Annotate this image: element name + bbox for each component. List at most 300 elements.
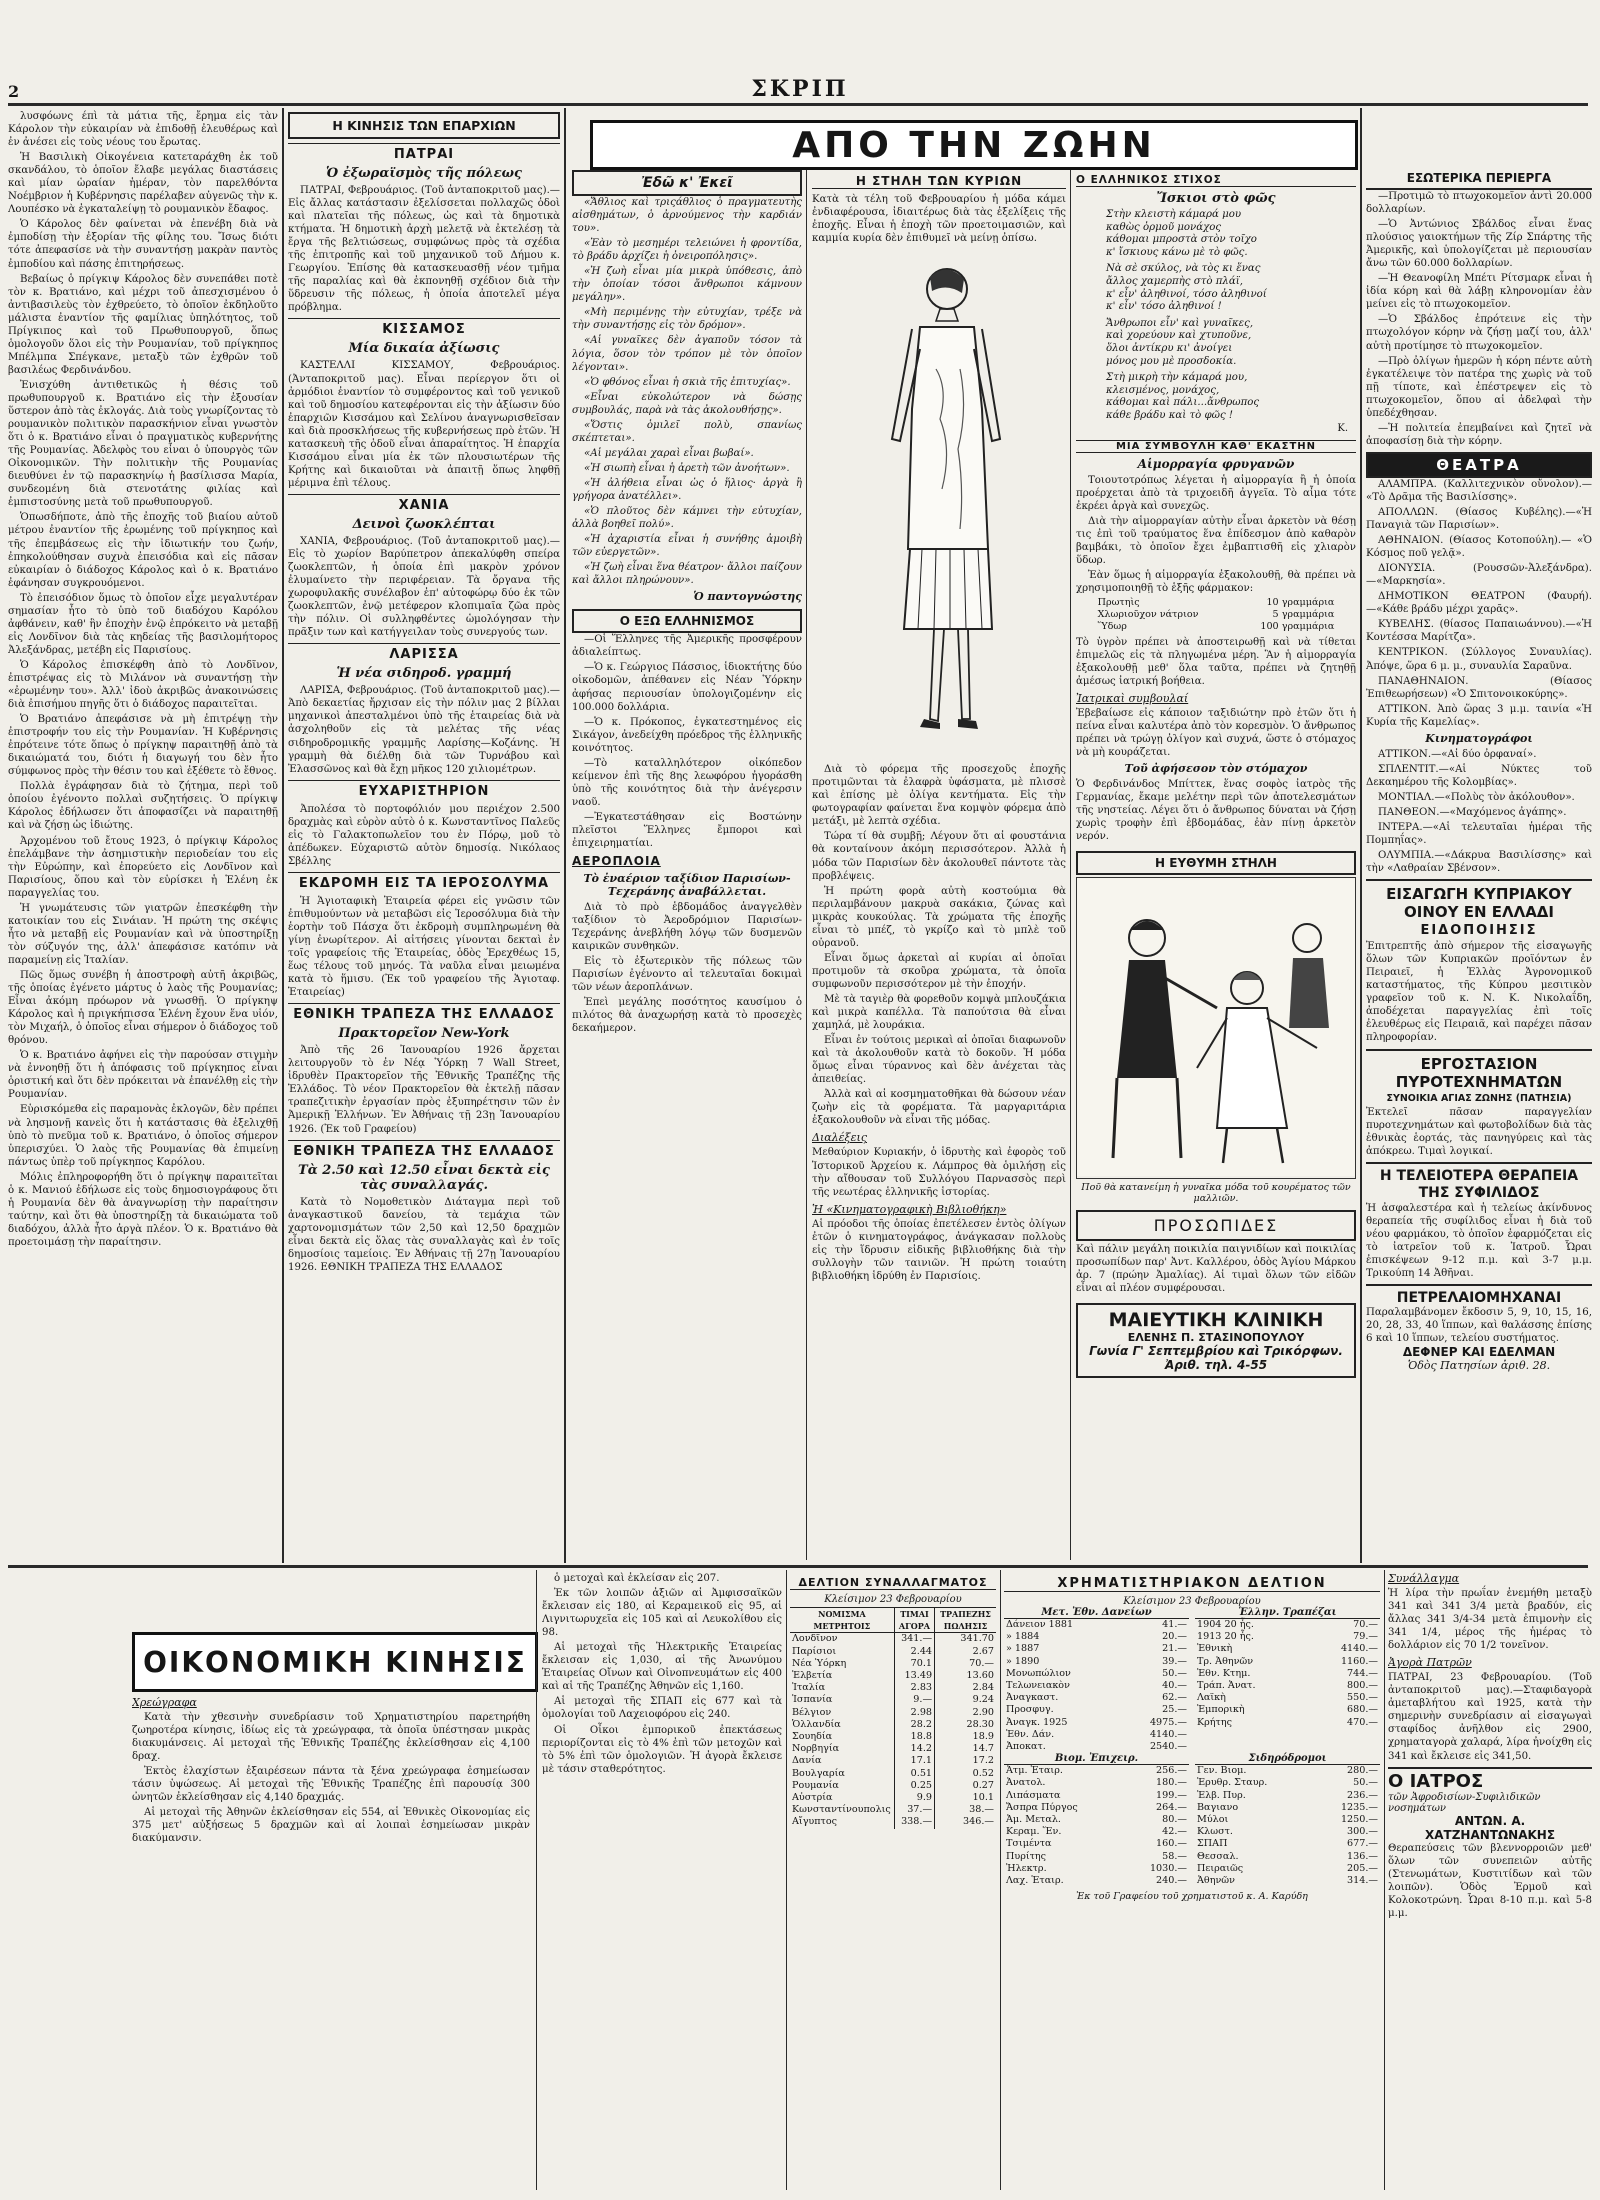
exchange-currency-cell: Σουηδία xyxy=(792,1731,833,1743)
stock-price: 4140.— xyxy=(1149,1728,1187,1740)
cinema-item: ΣΠΛΕΝΤΙΤ.—«Αἱ Νύκτες τοῦ Δεκαημέρου τῆς Κολομβίας». xyxy=(1366,763,1592,788)
economy-col-a xyxy=(132,1692,530,2187)
cine-library-text: Αἱ πρόοδοι τῆς ὁποίας ἐπετέλεσεν ἐντὸς ὀλίγων ἐτῶν ὁ κινηματογράφος, ἀνάγκασαν πολλοὺς εἰς τὴν ἵδρυσιν εἰδικῆς βιβλιοθήκης διὰ τὴν συλλογὴν τῶν ταινιῶν. Ἡ πρώτη τοιαύτη βιβλιοθήκη ἱδρύθη ἐν Παρισίοις. xyxy=(812,1218,1066,1282)
exchange-rate-cell: 28.30 xyxy=(935,1719,996,1731)
stock-price: 280.— xyxy=(1347,1765,1378,1777)
province-section-subtitle: Δεινοὶ ζωοκλέπται xyxy=(352,516,496,532)
quote-paragraph: «Ἡ ζωὴ εἶναι ἕνα θέατρον· ἄλλοι παίζουν καὶ ἄλλοι πληρώνουν». xyxy=(572,562,802,587)
stock-row xyxy=(1195,1814,1380,1826)
quote-paragraph: «Ὁ φθόνος εἶναι ἡ σκιὰ τῆς ἐπιτυχίας». xyxy=(584,376,791,388)
stock-price: 136.— xyxy=(1347,1850,1378,1862)
lectures-title: Διαλέξεις xyxy=(812,1131,867,1145)
cinemas-list xyxy=(1366,748,1592,875)
women-paragraph: Ἀλλὰ καὶ αἱ κοσμηματοθῆκαι θὰ δώσουν νέαν ζωὴν εἰς τὰ φορέματα. Τὰ μαργαριτάρια ἐξακολουθοῦν νὰ εἶναι τῆς μόδας. xyxy=(812,1089,1066,1127)
stock-row xyxy=(1004,1851,1189,1863)
fireworks-ad-title: ΕΡΓΟΣΤΑΣΙΟΝ ΠΥΡΟΤΕΧΝΗΜΑΤΩΝ xyxy=(1366,1049,1592,1091)
exchange-rate-cell: 2.44 xyxy=(894,1646,934,1658)
quote-paragraph: «Ἄθλιος καὶ τριςάθλιος ὁ πραγματευτὴς αἰσθημάτων, ὁ ἀρνούμενος τὴν καρδιάν του». xyxy=(572,197,802,235)
engines-ad-text: Παραλαμβάνομεν ἔκδοσιν 5, 9, 10, 15, 16, 20, 28, 33, 40 ἵππων, καὶ θαλάσσης ἐπίσης 6 καὶ 10 ἵππων, τελείου συστήματος. xyxy=(1366,1307,1592,1345)
stock-price: 1160.— xyxy=(1340,1655,1378,1667)
tips-body xyxy=(1076,474,1356,595)
exchange-rate-cell: 2.83 xyxy=(894,1682,934,1694)
cinema-item: ΑΤΤΙΚΟΝ.—«Αἱ δύο ὀρφαναί». xyxy=(1378,748,1537,760)
stock-price: 42.— xyxy=(1162,1826,1187,1838)
article-paragraph: Ὁ Κάρολος ἐπισκέφθη ἀπὸ τὸ Λονδῖνον, ἐπιστρέψας εἰς τὸ Μιλάνον νὰ συναντήσῃ τὴν «ἐρωμένην του». Ἀλλ' ἰδοὺ ἀκριβῶς ἀνακοινώσεις διὰ ἐπισήμου πηγῆς ὅτι ὁ διάδοχος παραιτεῖται. xyxy=(8,659,278,711)
stock-price: 240.— xyxy=(1156,1875,1187,1887)
abroad-paragraph: —Ὁ κ. Πρόκοπος, ἐγκατεστημένος εἰς Σικάγον, ἀνεδείχθη πρόεδρος τῆς ἑλληνικῆς κοινότητος. xyxy=(572,716,802,754)
stock-row xyxy=(1004,1656,1189,1668)
article-paragraph: Ἡ Βασιλικὴ Οἰκογένεια κατεταράχθη ἐκ τοῦ σκανδάλου, τὸ ὁποῖον ἔλαβε μεγάλας διαστάσεις καὶ μίαν ὡραίαν ἡμέραν, τὸν παρελθόντα Νοέμβριον ἡ Κυβέρνησις παρέλαβεν αὐγενῶς τὴν κ. Λουπέσκο νὰ ἐγκαταλείψῃ τὸ ρουμανικὸν ἔδαφος. xyxy=(8,152,278,216)
exchange-row xyxy=(790,1804,996,1816)
quote-paragraph: «Ἡ ἀχαριστία εἶναι ἡ συνήθης ἀμοιβὴ τῶν εὐεργετῶν». xyxy=(572,534,802,559)
stock-price: 39.— xyxy=(1162,1655,1187,1667)
province-section-title: ΕΚΔΡΟΜΗ ΕΙΣ ΤΑ ΙΕΡΟΣΟΛΥΜΑ xyxy=(288,872,560,891)
stock-block-title: Σιδηρόδρομοι xyxy=(1195,1753,1380,1765)
stock-table xyxy=(1004,1765,1189,1887)
exchange-row xyxy=(790,1682,996,1694)
recipe-row xyxy=(1096,621,1337,633)
province-section-title: ΕΥΧΑΡΙΣΤΗΡΙΟΝ xyxy=(288,780,560,799)
stock-row xyxy=(1004,1692,1189,1704)
province-section-title: ΕΘΝΙΚΗ ΤΡΑΠΕΖΑ ΤΗΣ ΕΛΛΑΔΟΣ xyxy=(288,1003,560,1022)
stock-block xyxy=(1004,1607,1189,1753)
article-paragraph: Πῶς ὅμως συνέβη ἡ ἀποστροφὴ αὐτῆ ἀκριβῶς, τῆς ὁποίας ἐγένετο μάρτυς ὁ λαὸς τῆς Ρουμανίας; Εἶναι ἀκόμη πρόωρον νὰ γνωσθῇ. Ὁ πρίγκηψ Κάρολος καὶ ἡ πριγκήπισσα Ἑλένη ἔχουν ἕνα υἱόν, τὸν Μιχαήλ, ὁ ὁποῖος εἶναι σήμερον ὁ διάδοχος τοῦ θρόνου. xyxy=(8,970,278,1047)
stock-price: 1235.— xyxy=(1340,1801,1378,1813)
stock-price: 550.— xyxy=(1347,1692,1378,1704)
stock-name: 1913 20 ἧς. xyxy=(1197,1631,1254,1643)
column-rule xyxy=(1000,1570,1001,2190)
column-rule xyxy=(282,108,284,1563)
column-provinces xyxy=(288,112,560,1560)
stock-price: 264.— xyxy=(1156,1801,1187,1813)
province-section-title: ΕΘΝΙΚΗ ΤΡΑΠΕΖΑ ΤΗΣ ΕΛΛΑΔΟΣ xyxy=(288,1140,560,1159)
quotes-list xyxy=(572,196,802,587)
poem-line: κάθε βράδυ καὶ τὸ φῶς ! xyxy=(1106,409,1234,421)
curiosities-body xyxy=(1366,190,1592,448)
stock-price: 314.— xyxy=(1347,1875,1378,1887)
stock-row xyxy=(1004,1826,1189,1838)
curiosity-paragraph: —Πρὸ ὀλίγων ἡμερῶν ἡ κόρη πέντε αὐτὴ ἐγκατέλειψε τὸν πατέρα της χωρὶς νὰ τοῦ πῇ τίποτε, καὶ ἐπέστρεψεν εἰς τὸ πτωχοκομεῖον, ὅπου αἱ ἀδελφαὶ τὴν ὑπεδέχθησαν. xyxy=(1366,355,1592,419)
province-section-body xyxy=(288,684,560,775)
stock-name: Ἀποκατ. xyxy=(1006,1741,1046,1753)
stock-row xyxy=(1195,1765,1380,1777)
life-banner-text: ΑΠΟ ΤΗΝ ΖΩΗΝ xyxy=(792,124,1156,166)
engines-ad-address: Ὁδὸς Πατησίων ἀριθ. 28. xyxy=(1407,1359,1551,1373)
exchange-rate-cell: 346.— xyxy=(935,1816,996,1828)
stock-name: Ἀναγκαστ. xyxy=(1006,1692,1059,1704)
stock-row xyxy=(1004,1619,1189,1631)
exchange-rate-cell: 13.60 xyxy=(935,1670,996,1682)
syphilis-ad-title: Η ΤΕΛΕΙΟΤΕΡΑ ΘΕΡΑΠΕΙΑ ΤΗΣ ΣΥΦΙΛΙΔΟΣ xyxy=(1366,1162,1592,1202)
exchange-header-row xyxy=(790,1608,996,1633)
recipe-table xyxy=(1096,597,1337,634)
stock-name: Τράπ. Ἀνατ. xyxy=(1197,1680,1256,1692)
recipe-item: Ὕδωρ xyxy=(1097,621,1127,633)
exchange-currency-cell: Νέα Ὑόρκη xyxy=(792,1657,847,1669)
abroad-paragraph: —Τὸ καταλληλότερον οἰκόπεδον κείμενον ἐπὶ τῆς 8ης λεωφόρου ἠγοράσθη ὑπὸ τῆς κοινότητος διὰ τὴν ἀνέγερσιν ναοῦ. xyxy=(572,757,802,808)
stock-row xyxy=(1004,1802,1189,1814)
haircut-cartoon-icon xyxy=(1077,878,1355,1176)
stock-price: 160.— xyxy=(1156,1838,1187,1850)
stock-price: 180.— xyxy=(1156,1777,1187,1789)
exchange-date: Κλείσιμον 23 Φεβρουαρίου xyxy=(824,1594,962,1605)
exchange-row xyxy=(790,1792,996,1804)
aero-subtitle: Τὸ ἐναέριον ταξίδιον Παρισίων-Τεχεράνης ἀναβάλλεται. xyxy=(583,872,791,899)
stock-block xyxy=(1195,1753,1380,1887)
economy-col-b xyxy=(542,1572,782,2187)
column-poetry-tips xyxy=(1076,170,1356,1560)
poem-lines xyxy=(1076,209,1356,423)
column-rule xyxy=(536,1570,537,2190)
province-section-subtitle: Μία δικαία ἀξίωσις xyxy=(348,341,500,357)
securities-title: Χρεώγραφα xyxy=(132,1696,197,1709)
exchange-row xyxy=(790,1707,996,1719)
curiosity-paragraph: —Ὁ Σβάλδος ἐπρότεινε εἰς τὴν πτωχολόγον κόρην νὰ ζήσῃ μαζί του, ἀλλ' αὐτὴ προτίμησε τὸ πτωχοκομεῖον. xyxy=(1366,314,1592,352)
exchange-row xyxy=(790,1768,996,1780)
exchange-rate-cell: 9.— xyxy=(894,1694,934,1706)
aero-paragraph: Διὰ τὸ πρὸ ἑβδομάδος ἀναγγελθὲν ταξίδιον τὸ Ἀεροδρόμιον Παρισίων-Τεχεράνης ἀνεβλήθη λόγῳ τῶν δυσμενῶν καιρικῶν συνθηκῶν. xyxy=(572,902,802,953)
quote-paragraph: «Εἶναι εὐκολώτερον νὰ δώσῃς συμβουλάς, παρὰ νὰ τὰς ἀκολουθήσῃς». xyxy=(572,391,802,416)
article-body xyxy=(8,110,278,1249)
province-section-title: ΧΑΝΙΑ xyxy=(288,494,560,513)
women-paragraph: Μὲ τὰ ταγιὲρ θὰ φορεθοῦν κομψὰ μπλουζάκια καὶ μικρὰ καπέλλα. Τὰ παπούτσια θὰ εἶναι χαμηλά, μὲ λουράκια. xyxy=(812,993,1066,1032)
exchange-currency-cell: Ὁλλανδία xyxy=(792,1718,841,1730)
poem-author: Κ. xyxy=(1337,422,1348,434)
poem-title: Ἴσκιοι στὸ φῶς xyxy=(1156,191,1276,206)
column-right xyxy=(1366,168,1592,1560)
exchange-rate-cell: 341.— xyxy=(894,1633,934,1646)
recipe-qty: 5 γραμμάρια xyxy=(1272,609,1335,621)
exchange-rate-cell: 18.8 xyxy=(894,1731,934,1743)
article-paragraph: Ἐνισχύθη ἀντιθετικῶς ἡ θέσις τοῦ πρωθυπουργοῦ κ. Βρατιάνο εἰς τὴν ἐξουσίαν ὕστερον ἀπὸ τὰς ἐκλογάς. Διὰ τοὺς γνωρίζοντας τὸ ρουμανικὸν πολιτικὸν παρασκήνιον εἶναι γνωστὸν ὅτι ὁ κ. Βρατιάνο εἶναι ὁ πραγματικὸς κυβερνήτης τῆς Ρουμανίας. Ἀδελφὸς του εἶναι ὁ ὑπουργὸς τῶν Οἰκονομικῶν. Τὴν πολιτικὴν τῆς Ρουμανίας διευθύνει ἐν τῷ παρασκηνίῳ ἡ βασίλισσα Μαρία, συνδεομένη διὰ στενοτάτης φιλίας καὶ ἐμπιστοσύνης μετὰ τοῦ πρωθυπουργοῦ. xyxy=(8,379,278,509)
column-here-and-there xyxy=(572,170,802,1560)
province-section-subtitle: Πρακτορεῖον New-York xyxy=(338,1026,510,1042)
stock-name: Ἐθνικὴ xyxy=(1197,1643,1233,1655)
stock-price: 80.— xyxy=(1162,1814,1187,1826)
stock-row xyxy=(1004,1668,1189,1680)
stock-row xyxy=(1195,1802,1380,1814)
recipe-row xyxy=(1096,597,1337,609)
stock-row xyxy=(1004,1704,1189,1716)
quote-paragraph: «Ὅστις ὁμιλεῖ πολὺ, σπανίως σκέπτεται». xyxy=(572,419,802,444)
tips-paragraph: Διὰ τὴν αἱμορραγίαν αὐτὴν εἶναι ἀρκετὸν νὰ θέσῃ τις ἐπὶ τοῦ τραύματος ἕνα ἐπίδεσμον ἀπὸ καθαρὸν βαμβάκι, τὸ ὁποῖον ἔχει ἐμβαπτισθῆ εἰς χλιαρὸν ὕδωρ. xyxy=(1076,515,1356,566)
column-rule xyxy=(1360,108,1362,1563)
stock-price: 470.— xyxy=(1347,1716,1378,1728)
recipe-item: Πρωτηὶς xyxy=(1097,596,1140,608)
quote-paragraph: «Ἡ ἀλήθεια εἶναι ὡς ὁ ἥλιος· ἀργὰ ἢ γρήγορα ἀνατέλλει». xyxy=(572,477,802,502)
province-section-title: ΛΑΡΙΣΣΑ xyxy=(288,643,560,662)
theatres-title: ΘΕΑΤΡΑ xyxy=(1366,452,1592,478)
exchange-rate-cell: 70.1 xyxy=(894,1658,934,1670)
exchange-rate-cell: 338.— xyxy=(894,1816,934,1828)
poem-line: κ' ἴσκιους κάνω μὲ τὸ φῶς. xyxy=(1106,246,1248,258)
theatre-item: ΑΘΗΝΑΙΟΝ. (Θίασος Κοτοπούλη).— «Ὁ Κόσμος ποῦ γελᾷ». xyxy=(1366,535,1592,560)
economy-paragraph: ὁ μετοχαὶ καὶ ἐκλείσαν εἰς 207. xyxy=(554,1573,720,1584)
section-rule xyxy=(8,1565,1588,1568)
stock-name: Πυρίτης xyxy=(1006,1850,1047,1862)
stock-price: 2540.— xyxy=(1149,1741,1187,1753)
economy-paragraph: Ἐκ τῶν λοιπῶν ἀξιῶν αἱ Ἀμφισσαϊκῶν ἔκλεισαν εἰς 180, αἱ Κεραμεικοῦ εἰς 95, αἱ Λιγνιτωρυχεῖα εἰς 105 καὶ αἱ Λευκολίθου εἰς 98. xyxy=(542,1588,782,1639)
stock-price: 300.— xyxy=(1347,1826,1378,1838)
stock-price: 1030.— xyxy=(1149,1862,1187,1874)
cyprus-wine-ad-title: ΕΙΣΑΓΩΓΗ ΚΥΠΡΙΑΚΟΥ ΟΙΝΟΥ ΕΝ ΕΛΛΑΔΙ xyxy=(1366,879,1592,921)
syphilis-ad-text: Ἡ ἀσφαλεστέρα καὶ ἡ τελείως ἀκίνδυνος θεραπεία τῆς συφίλιδος εἶναι ἡ διὰ τοῦ νέου φαρμάκου, τὸ ὁποῖον ἐφαρμόζεται εἰς τὸ ἰατρεῖον τοῦ κ. Ἰατροῦ. Ὧραι ἐπισκέψεων 9-12 π.μ. καὶ 3-7 μ.μ. Τρικούπη 14 Ἀθῆναι. xyxy=(1366,1202,1592,1279)
cyprus-wine-ad-text: Ἐπιτρεπτῆς ἀπὸ σήμερον τῆς εἰσαγωγῆς ὅλων τῶν Κυπριακῶν προϊόντων ἐν Πειραιεῖ, ἡ Ἑλλὰς Ἀγρονομικοῦ καταστήματος, τῆς Κύπρου μεσιτικὸν γραφεῖον τοῦ κ. Ν. Κ. Νικολαΐδη, ἀποδέχεται παραγγελίας ἐπὶ τοῖς ἐλευθέρως εἰς Πειραιᾶ, καὶ παρέχει πᾶσαν πληροφορίαν. xyxy=(1366,941,1592,1044)
fashion-illustration xyxy=(812,249,1066,759)
fireworks-ad-sub: ΣΥΝΟΙΚΙΑ ΑΓΙΑΣ ΖΩΝΗΣ (ΠΑΤΗΣΙΑ) xyxy=(1386,1092,1572,1104)
fx-title: Συνάλλαγμα xyxy=(1388,1572,1460,1585)
stock-row xyxy=(1004,1814,1189,1826)
province-section-body xyxy=(288,359,560,489)
poem-line: καὶ χορεύουν καὶ χτυποῦνε, xyxy=(1106,330,1252,342)
stock-name: Τσιμέντα xyxy=(1006,1838,1052,1850)
stock-row xyxy=(1004,1863,1189,1875)
stock-row xyxy=(1195,1863,1380,1875)
exchange-rate-cell: 0.27 xyxy=(935,1780,996,1792)
exchange-rate-cell: 9.9 xyxy=(894,1792,934,1804)
theatre-item: ΚΕΝΤΡΙΚΟΝ. (Σύλλογος Συναυλίας). Ἀπόψε, ὥρα 6 μ. μ., συναυλία Σαραῦνα. xyxy=(1366,647,1592,672)
quote-paragraph: «Ἡ σιωπὴ εἶναι ἡ ἀρετὴ τῶν ἀνοήτων». xyxy=(584,462,790,474)
stock-block-title: Ἑλλην. Τραπέζαι xyxy=(1195,1607,1380,1619)
column-rule xyxy=(564,108,566,1563)
abroad-paragraph: —Οἱ Ἕλληνες τῆς Ἀμερικῆς προσφέρουν ἀδιαλείπτως. xyxy=(572,634,802,659)
masks-ad-title: ΠΡΟΣΩΠΙΔΕΣ xyxy=(1076,1210,1356,1241)
stock-row xyxy=(1195,1680,1380,1692)
stock-name: Τελωνειακὸν xyxy=(1006,1680,1070,1692)
women-paragraph: Ἡ πρώτη φορὰ αὐτὴ κοστούμια θὰ περιλαμβάνουν μακρυὰ σακάκια, ζώνας καὶ μικρὰς κουκούλας. Τὰ χρώματα τῆς ἐποχῆς εἶναι τὸ μπέζ, τὸ γκρίζο καὶ τὸ μπλὲ τοῦ οὐρανοῦ. xyxy=(812,885,1066,949)
exchange-rate-cell: 0.25 xyxy=(894,1780,934,1792)
stock-price: 21.— xyxy=(1162,1643,1187,1655)
stock-name: » 1890 xyxy=(1006,1655,1040,1667)
stock-name: Λαϊκὴ xyxy=(1197,1692,1226,1704)
exchange-header-cell: ΤΡΑΠΕΖΗΣ ΠΩΛΗΣΙΣ xyxy=(935,1608,996,1633)
exchange-row xyxy=(790,1646,996,1658)
article-paragraph: Ὁ κ. Βρατιάνο ἀφήνει εἰς τὴν παρούσαν στιγμὴν νὰ ἐννοηθῇ ὅτι ἡ ἀπόφασις τοῦ πρίγκηπος εἶναι ὁριστική καὶ ὅτι δὲν πρόκειται νὰ ἐπανέλθῃ εἰς τὴν Ρουμανίαν. xyxy=(8,1050,278,1101)
stock-name: Κλωστ. xyxy=(1197,1826,1233,1838)
cyprus-wine-ad-sub: ΕΙΔΟΠΟΙΗΣΙΣ xyxy=(1420,923,1538,939)
clinic-name: ΕΛΕΝΗΣ Π. ΣΤΑΣΙΝΟΠΟΥΛΟΥ xyxy=(1127,1331,1305,1345)
cinema-item: ΠΑΝΘΕΟΝ.—«Μαχόμενος ἀγάπης». xyxy=(1378,806,1567,818)
stock-price: 58.— xyxy=(1162,1850,1187,1862)
exchange-rate-cell: 18.9 xyxy=(935,1731,996,1743)
stock-price: 40.— xyxy=(1162,1680,1187,1692)
province-section-body xyxy=(288,184,560,314)
exchange-row xyxy=(790,1780,996,1792)
stock-name: Θεσσαλ. xyxy=(1197,1850,1239,1862)
poem-line: καθὼς ὁρμοῦ μονάχος xyxy=(1106,221,1222,233)
province-section-subtitle: Τὰ 2.50 καὶ 12.50 εἶναι δεκτὰ εἰς τὰς συναλλαγάς. xyxy=(298,1162,550,1193)
masthead-rule xyxy=(8,103,1588,106)
exchange-rate-cell: 341.70 xyxy=(935,1633,996,1646)
theatre-item: ΑΠΟΛΛΩΝ. (Θίασος Κυβέλης).—«Ἡ Παναγιὰ τῶν Παρισίων». xyxy=(1366,506,1592,532)
stock-row xyxy=(1195,1619,1380,1631)
column-rule xyxy=(806,170,807,1560)
province-paragraph: Ἀπολέσα τὸ πορτοφόλιόν μου περιέχον 2.500 δραχμὰς καὶ εὑρὸν αὐτὸ ὁ κ. Κωνσταντῖνος Παλεῦς εἰς τὸ Γαλακτοπωλεῖον του ἐν Πόρῳ, μοῦ τὸ ἀπέδωκεν. Εὐχαριστῶ αὐτὸν δημοσίᾳ. Νικόλαος Σβέλλης xyxy=(288,803,560,867)
stock-block xyxy=(1004,1753,1189,1887)
quote-paragraph: «Αἱ μεγάλαι χαραὶ εἶναι βωβαί». xyxy=(584,447,754,459)
stock-price: 800.— xyxy=(1347,1680,1378,1692)
article-paragraph: Ὁ Κάρολος δὲν φαίνεται νὰ ἐπενέβη διὰ νὰ ἐμποδίσῃ τὴν ἐξορίαν τῆς φίλης του. Ἴσως διότι τότε ἀπεφασίσε νὰ τὴν συναντήσῃ μακρὰν παντὸς ἐμποδίου καὶ πάσης ἐπιτηρήσεως. xyxy=(8,219,278,270)
stock-row xyxy=(1195,1656,1380,1668)
poem-line: ὅλοι ἀντίκρυ κι' ἀνοίγει xyxy=(1106,342,1233,354)
article-paragraph: λυσφόωνς έπὶ τὰ μάτια τῆς, ἔρημα εἰς τὰν Κάρολον τὴν εὐκαιρίαν νὰ ἐπιδοθῇ ἐλευθέρως καὶ ἐν ἀνέσει εἰς τοὺς νέους του ἔρωτας. xyxy=(8,111,278,149)
clinic-address: Γωνία Γ' Σεπτεμβρίου καὶ Τρικόρφων. Ἀριθ. τηλ. 4-55 xyxy=(1089,1344,1343,1373)
stock-name: Ἄσπρα Πύργος xyxy=(1006,1801,1078,1813)
clinic-ad xyxy=(1076,1303,1356,1378)
cinema-item: ΟΛΥΜΠΙΑ.—«Δάκρυα Βασιλίσσης» καὶ τὴν «Λαθραίαν Σβένσον». xyxy=(1366,850,1592,875)
abroad-paragraph: —Ὁ κ. Γεώργιος Πάσσιος, ἱδιοκτήτης δύο οἰκοδομῶν, ἀπέθανεν εἰς Νέαν Ὑόρκην ἀφήσας περιουσίαν ὑπολογιζομένην εἰς 100.000 δολλάρια. xyxy=(572,662,802,713)
doctor-ad-title: Ο ΙΑΤΡΟΣ xyxy=(1388,1767,1592,1792)
medical-title: Ἰατρικαὶ συμβουλαί xyxy=(1076,691,1189,705)
economy-banner xyxy=(132,1632,538,1692)
stock-price: 256.— xyxy=(1156,1765,1187,1777)
humor-title: Η ΕΥΘΥΜΗ ΣΤΗΛΗ xyxy=(1076,851,1356,875)
tips-title: ΜΙΑ ΣΥΜΒΟΥΛΗ ΚΑΘ' ΕΚΑΣΤΗΝ xyxy=(1076,440,1356,453)
column-rule xyxy=(1384,1570,1385,2190)
stock-row xyxy=(1004,1680,1189,1692)
exchange-rate-cell: 14.7 xyxy=(935,1743,996,1755)
stock-name: Ἐρυθρ. Σταυρ. xyxy=(1197,1777,1268,1789)
poem-line: κ' εἶν' τόσο ἀληθινοί ! xyxy=(1106,301,1222,313)
exchange-row xyxy=(790,1719,996,1731)
article-paragraph: Ὁ Βρατιάνο ἀπεφάσισε νὰ μὴ ἐπιτρέψῃ τὴν ἐπιστροφήν του εἰς τὴν Ρουμανίαν. Ἡ Κυβέρνησις ἐπρότεινε τότε ὅπως ὁ πρίγκηψ παραιτηθῇ ἀπὸ τὰ δικαιώματά του, διότι ἡ διαγωγή του δὲν ἦτο σύμφωνος πρὸς τὴν θέσιν του καὶ ἐξέθετε τὸ ἔθνος. xyxy=(8,714,278,778)
stock-name: Λιπάσματα xyxy=(1006,1789,1061,1801)
exchange-currency-cell: Βέλγιον xyxy=(792,1706,832,1718)
stock-price: 4140.— xyxy=(1340,1643,1378,1655)
stock-price: 62.— xyxy=(1162,1692,1187,1704)
exchange-rate-cell: 70.— xyxy=(935,1658,996,1670)
provinces-sections xyxy=(288,143,560,1274)
exchange-rate-cell: 10.1 xyxy=(935,1792,996,1804)
theatre-item: ΠΑΝΑΘΗΝΑΙΟΝ. (Θίασος Ἐπιθεωρήσεων) «Ὁ Σπιτονοικοκύρης». xyxy=(1366,675,1592,700)
province-paragraph: Κατὰ τὸ Νομοθετικὸν Διάταγμα περὶ τοῦ ἀναγκαστικοῦ δανείου, τὰ τεμάχια τῶν χαρτονομισμάτων τῶν 2,50 καὶ 12,50 δραχμῶν εἶναι δεκτὰ εἰς ὅλας τὰς συναλλαγὰς καὶ ἐν τοῖς δημοσίοις ταμείοις. Ἐν Ἀθήναις τῇ 27ῃ Ἰανουαρίου 1926. ΕΘΝΙΚΗ ΤΡΑΠΕΖΑ ΤΗΣ ΕΛΛΑΔΟΣ xyxy=(288,1196,560,1273)
stomach-text: Ὁ Φερδινάνδος Μπίττεκ, ἕνας σοφὸς ἰατρὸς τῆς Γερμανίας, ἔκαμε μελέτην περὶ τῶν ἀποτελεσμάτων τῆς νηστείας. Λέγει ὅτι ὁ ἄνθρωπος δύναται νὰ ζήσῃ χωρὶς τροφὴν ἐπὶ ἑβδομάδας, ἐὰν πίνῃ ἀρκετὸν νερόν. xyxy=(1076,778,1356,843)
exchange-row xyxy=(790,1731,996,1743)
exchange-rate-cell: 2.90 xyxy=(935,1707,996,1719)
tips-paragraph: Ἐὰν ὅμως ἡ αἱμορραγία ἐξακολουθῇ, θὰ πρέπει νὰ χρησιμοποιηθῇ τὸ ἑξῆς φάρμακον: xyxy=(1076,569,1356,594)
exchange-row xyxy=(790,1694,996,1706)
quote-paragraph: «Αἱ γυναῖκες δὲν ἀγαποῦν τόσον τὰ λόγια, ὅσον τὸν τρόπον μὲ τὸν ὁποῖον λέγονται». xyxy=(572,335,802,373)
stock-name: Δάνειον 1881 xyxy=(1006,1619,1074,1630)
women-paragraph: Διὰ τὸ φόρεμα τῆς προσεχοῦς ἐποχῆς προτιμῶνται τὰ ἐλαφρὰ ὑφάσματα, μὲ πλισσὲ καὶ ἐπίσης μὲ ὀλίγα κεντήματα. Εἰς τὴν φωτογραφίαν φαίνεται ἕνα κομψὸν φόρεμα ἀπὸ μετάξι, μὲ λεπτὰ σχέδια. xyxy=(812,764,1066,828)
stock-name: Ἠλεκτρ. xyxy=(1006,1862,1047,1874)
securities-paragraph: Ἐκτὸς ἐλαχίστων ἐξαιρέσεων πάντα τὰ ξένα χρεώγραφα ἐσημείωσαν τάσιν ὑψώσεως. Αἱ μετοχαὶ τῆς Ἐθνικῆς Τραπέζης ἐπὶ παρουσίᾳ 300 ὠνητῶν ἐκλείσθησαν εἰς 4,140 δραχμάς. xyxy=(132,1766,530,1804)
theatres-list xyxy=(1366,478,1592,729)
engines-ad-firm: ΔΕΦΝΕΡ ΚΑΙ ΕΔΕΛΜΑΝ xyxy=(1402,1345,1556,1360)
stomach-title: Τοῦ ἀφήσεσον τὸν στόμαχον xyxy=(1124,761,1308,775)
stock-row xyxy=(1004,1729,1189,1741)
fx-text: Ἡ λίρα τὴν πρωΐαν ἐνεμήθη μεταξὺ 341 καὶ 341 3/4 μετὰ βραδύν, εἰς ἄλλας 341 3/4-34 μετὰ ἐπιμονὴν εἰς 341 1/4, μέρος τῆς ἡμέρας τὸ δολλάριον εἰς 70 1/2 τονεῖνον. xyxy=(1388,1588,1592,1652)
stock-block xyxy=(1195,1607,1380,1753)
exchange-rate-cell: 37.— xyxy=(894,1804,934,1816)
cinemas-title: Κινηματογράφοι xyxy=(1425,731,1533,745)
poem-line: κάθομαι καὶ πάλι...ἄνθρωπος xyxy=(1106,397,1260,409)
exchange-row xyxy=(790,1755,996,1767)
province-section-body xyxy=(288,803,560,868)
stock-name: » 1887 xyxy=(1006,1643,1040,1655)
stock-block-title: Βιομ. Ἐπιχειρ. xyxy=(1004,1753,1189,1765)
province-section-body xyxy=(288,895,560,999)
province-paragraph: ΠΑΤΡΑΙ, Φεβρουάριος. (Τοῦ ἀνταποκριτοῦ μας).—Εἰς ἄλλας κατάστασιν ἐξελίσσεται πολλαχῶς ὁδοὶ καὶ πλατεῖαι τῆς πόλεως, ὡς καὶ τὰ δημοτικὰ κτήματα. Ἡ δημοτικὴ ἀρχὴ μελετᾷ νὰ ἐκτελέσῃ τὰ ἔργα τῆς βελτιώσεως, συμφώνως πρὸς τὰ σχέδια τῆς ἐπιτροπῆς καὶ τοῦ μηχανικοῦ τοῦ Δήμου κ. Γεωργίου. Ἐπίσης θὰ κατασκευασθῇ νέον τμῆμα τῆς παραλίας καὶ θὰ ἐκπονηθῇ σχέδιον διὰ τὴν ὕδρευσιν τῆς πόλεως, ἡ ὁποία ἀποτελεῖ μέγα πρόβλημα. xyxy=(288,185,560,314)
tips-subtitle: Αἱμορραγία φρυγανῶν xyxy=(1137,456,1295,471)
cinema-item: ΙΝΤΕΡΑ.—«Αἱ τελευταῖαι ἡμέραι τῆς Πομπηΐας». xyxy=(1366,821,1592,847)
exchange-row xyxy=(790,1670,996,1682)
stock-name: Πειραιῶς xyxy=(1197,1862,1244,1874)
theatre-item: ΔΙΟΝΥΣΙΑ. (Ρουσσῶν-Ἀλεξάνδρα).—«Μαρκησία». xyxy=(1366,563,1592,588)
stock-name: » 1884 xyxy=(1006,1631,1040,1643)
article-paragraph: Βεβαίως ὁ πρίγκιψ Κάρολος δὲν συνεπάθει ποτὲ τὸν κ. Βρατιάνο, καὶ μέχρι τοῦ ἀπεσχισμένου ὁ ἀντιβασιλεὺς τὸν ἐχθρεύετο, τὸ ὁποῖον ἐκδηλοῦτο μάλιστα ἐναντίον τῆς φαμίλιας ὑπηλότητος, τοῦ Πρίγκιπος καὶ τοῦ Πρωθυπουργοῦ, ὅπως ὁμολογοῦν ὅλοι εἰς τὴν Ρουμανίαν, τοῦ πρίγκηπος Μπέλμπα Σπέγκανε, μεταξὺ τῶν ἐχθρῶν τοῦ βασιλέως Φερδινάνδου. xyxy=(8,273,278,376)
exchange-rate-cell: 17.2 xyxy=(935,1755,996,1767)
province-paragraph: ΚΑΣΤΕΛΛΙ ΚΙΣΣΑΜΟΥ, Φεβρουάριος. (Ἀνταποκριτοῦ μας). Εἶναι περίεργον ὅτι οἱ ἀρμόδιοι ἐναντίον τὸ συμφέροντος καὶ τοῦ γενικοῦ καὶ τοῦ δημοσίου κατεφέρονται εἰς τὴν ἀξίωσιν δύο ἐπαρχιῶν Κισσάμου καὶ Σελίνου ἀναγνωρισθεῖσαν καὶ διὰ προσκλήσεως τῆς κυβερνήσεως πρὸ ἐτῶν. Ἡ κατασκευὴ τῆς ὁδοῦ εἶναι ἀπαραίτητος. Ἡ ἐπαρχία Κισσάμου εἶναι μία ἐκ τῶν πλουσιωτέρων τῆς Κρήτης καὶ δικαιοῦται νὰ ἀπαιτῇ ὅπως ληφθῇ μέριμνα ἐπὶ τέλους. xyxy=(288,360,560,489)
women-paragraph: Τώρα τί θὰ συμβῇ; Λέγουν ὅτι αἱ φουστάνια θὰ κονταίνουν ἀκόμη περισσότερον. Ἀλλὰ ἡ μόδα τῶν Παρισίων δὲν ἀκολουθεῖ πάντοτε τὰς προβλέψεις. xyxy=(812,831,1066,882)
stock-row xyxy=(1004,1643,1189,1655)
exchange-rate-cell: 2.67 xyxy=(935,1646,996,1658)
economy-right xyxy=(1388,1572,1592,2187)
poem-line: Στὴ μικρὴ τὴν κάμαρά μου, xyxy=(1106,372,1248,384)
stock-row xyxy=(1195,1704,1380,1716)
economy-body-b xyxy=(542,1572,782,1776)
exchange-currency-cell: Λονδῖνον xyxy=(792,1633,838,1645)
tips-after: Τὸ ὑγρὸν πρέπει νὰ ἀποστειρωθῇ καὶ νὰ τίθεται ἐπιμελῶς εἰς τὰ πληγωμένα μέρη. Ἂν ἡ αἱμορραγία ἐξακολουθῇ μεθ' ὅλα ταῦτα, πρέπει νὰ ζητηθῇ ἀμέσως ἰατρική βοήθεια. xyxy=(1076,636,1356,687)
page-number: 2 xyxy=(8,82,20,101)
stock-row xyxy=(1195,1692,1380,1704)
dress-drawing-icon xyxy=(812,249,1066,759)
stock-price: 50.— xyxy=(1162,1667,1187,1679)
economy-paragraph: Οἱ Οἶκοι ἐμπορικοῦ ἐπεκτάσεως περιορίζονται εἰς τὸ 4% ἐπὶ τῶν μετοχῶν καὶ τὸ 5% ἐπὶ τῶν ὁμολογιῶν. Ἡ ἀγορὰ ἔκλεισε μὲ τάσιν σταθερότητος. xyxy=(542,1724,782,1775)
stock-name: Βαγιανο xyxy=(1197,1801,1239,1813)
article-paragraph: Μόλις ἐπληροφορήθη ὅτι ὁ πρίγκηψ παραιτεῖται ὁ κ. Μανιού ἐδήλωσε εἰς τοὺς δημοσιογράφους ὅτι ἡ Ρουμανία δὲν θὰ ἀναγνωρίσῃ τὴν παραίτησιν ταύτην, καὶ ὅτι θὰ ὑποστηρίξῃ τὰ δικαιώματα τοῦ διαδόχου, ἀλλὰ ἦτο ἀργὰ πλέον. Ὁ κ. Βρατιάνο θὰ προετοιμάσῃ τὴν παραίτησιν. xyxy=(8,1171,278,1248)
exchange-rate-cell: 2.98 xyxy=(894,1707,934,1719)
stock-row xyxy=(1004,1790,1189,1802)
province-section-body xyxy=(288,535,560,639)
article-paragraph: Εὑρισκόμεθα εἰς παραμονὰς ἐκλογῶν, δὲν πρέπει νὰ λησμονῇ κανεὶς ὅτι ἡ κατάστασις θὰ ἐξελιχθῇ ὑπὸ τὸ πνεῦμα τοῦ κ. Βρατιάνο, ὁ ὁποῖος σήμερον ὑπερισχύει. Ὁ λαὸς τῆς Ρουμανίας θὰ ἐπιμείνῃ πάντως ὑπὲρ τοῦ πρίγκηπος Καρόλου. xyxy=(8,1104,278,1168)
stock-bulletin xyxy=(1004,1572,1380,2187)
abroad-paragraph: —Ἐγκατεστάθησαν εἰς Βοστώνην πλεῖστοι Ἕλληνες ἔμποροι καὶ ἐπιχειρηματίαι. xyxy=(572,811,802,850)
theatre-item: ΚΥΒΕΛΗΣ. (θίασος Παπαιωάννου).—«Ἡ Κοντέσσα Μαρίτζα». xyxy=(1366,619,1592,644)
poem-line: Νὰ σὲ σκύλος, νὰ τὸς κι ἕνας xyxy=(1106,263,1261,275)
life-banner xyxy=(590,120,1358,170)
exchange-header-cell: ΝΟΜΙΣΜΑ ΜΕΤΡΗΤΟΙΣ xyxy=(790,1608,894,1633)
patras-market-text: ΠΑΤΡΑΙ, 23 Φεβρουαρίου. (Τοῦ ἀνταποκριτοῦ μας).—Σταφιδαγορὰ ἀμεταβλήτου καὶ 1925, κατὰ τὴν σημερινὴν συνεδρίασιν αἱ εἰσαγωγαὶ σταφίδος ἀνῆλθον εἰς 2900, χρηματαγορὰ χαλαρά, λίρα ἠνοίχθη εἰς 341 καὶ ἔκλεισε εἰς 341,50. xyxy=(1388,1672,1592,1762)
lectures-text: Μεθαύριον Κυριακήν, ὁ ἱδρυτὴς καὶ ἐφορὸς τοῦ Ἱστορικοῦ Ἀρχείου κ. Λάμπρος θὰ ὁμιλήσῃ εἰς τὴν αἴθουσαν τοῦ Συλλόγου Παρνασσὸς περὶ τῆς νεωτέρας ἑλληνικῆς ἱστορίας. xyxy=(812,1147,1066,1198)
province-section-subtitle: Ὁ ἐξωραϊσμὸς τῆς πόλεως xyxy=(326,166,522,181)
women-paragraph: Εἶναι ὅμως ἀρκεταὶ αἱ κυρίαι αἱ ὁποῖαι προτιμοῦν τὰ σκοῦρα χρώματα, τὰ ὁποῖα συμφωνοῦν περισσότερον μὲ τὴν ἐποχήν. xyxy=(812,952,1066,990)
aero-body xyxy=(572,901,802,1035)
exchange-row xyxy=(790,1658,996,1670)
exchange-rate-cell: 14.2 xyxy=(894,1743,934,1755)
stock-table xyxy=(1195,1619,1380,1729)
tips-paragraph: Τοιουτοτρόπως λέγεται ἡ αἱμορραγία ἢ ἡ ὁποία προέρχεται ἀπὸ τὰ τριχοειδῆ ἀγγεῖα. Τὸ αἷμα τότε ἐκρέει ἀργὰ καὶ συνεχῶς. xyxy=(1076,474,1356,512)
securities-body xyxy=(132,1711,530,1845)
stock-row xyxy=(1195,1717,1380,1729)
exchange-rate-cell: 9.24 xyxy=(935,1694,996,1706)
patras-market-title: Ἀγορὰ Πατρῶν xyxy=(1388,1656,1472,1670)
stock-name: Κρήτης xyxy=(1197,1716,1232,1728)
stock-price: 199.— xyxy=(1156,1789,1187,1801)
exchange-currency-cell: Ἰταλία xyxy=(792,1682,826,1694)
stock-row xyxy=(1195,1777,1380,1789)
stock-name: Λαχ. Ἑταιρ. xyxy=(1006,1875,1064,1887)
stock-price: 70.— xyxy=(1353,1619,1378,1630)
exchange-currency-cell: Κωνσταντίνουπολις xyxy=(792,1804,891,1816)
stock-date: Κλείσιμον 23 Φεβρουαρίου xyxy=(1123,1596,1261,1607)
column-romania-article xyxy=(8,110,278,1560)
stock-name: Ἐμπορικὴ xyxy=(1197,1704,1245,1716)
stock-name: Ἀναγκ. 1925 xyxy=(1006,1716,1068,1728)
stock-name: Προσφυγ. xyxy=(1006,1704,1054,1716)
stock-name: Ἀθηνῶν xyxy=(1197,1875,1235,1887)
stock-row xyxy=(1004,1741,1189,1753)
